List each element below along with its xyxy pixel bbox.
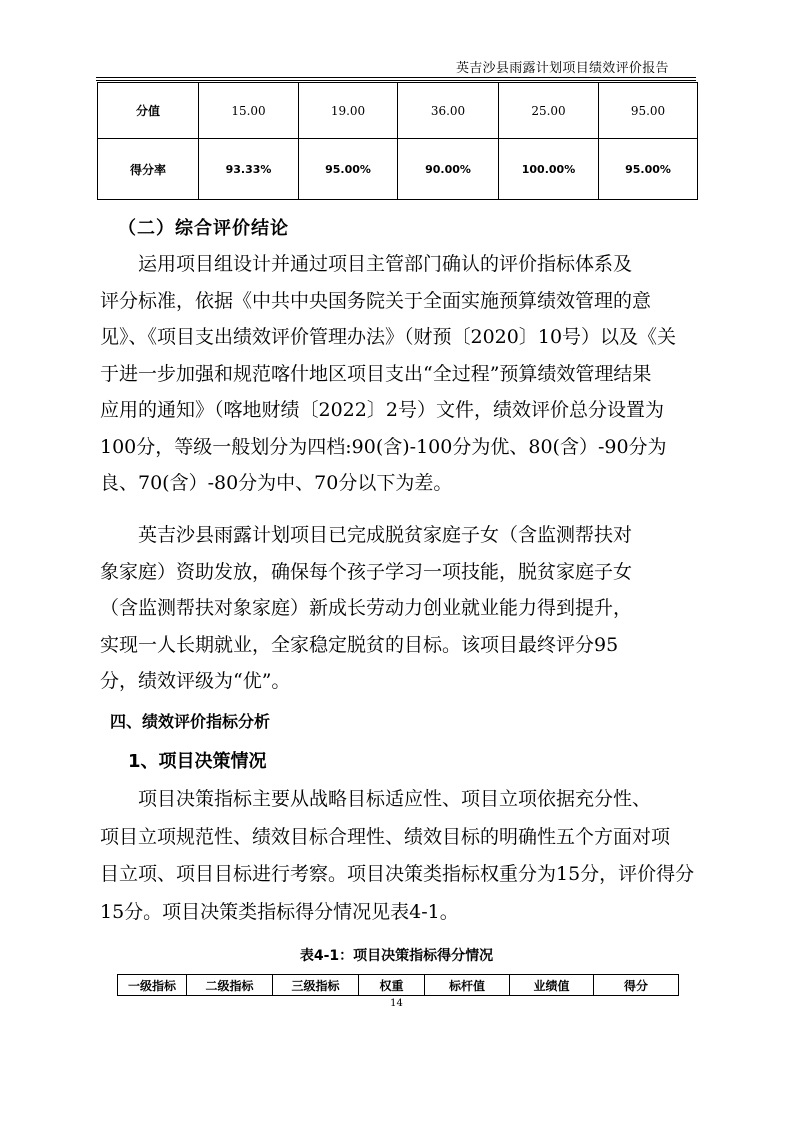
section-heading: （二）综合评价结论 <box>118 218 289 239</box>
text-line: 运用项目组设计并通过项目主管部门确认的评价指标体系及 <box>100 253 633 275</box>
header-rule <box>96 80 696 81</box>
column-header: 二级指标 <box>187 975 273 996</box>
text-line: 实现一人长期就业，全家稳定脱贫的目标。该项目最终评分95 <box>100 633 619 656</box>
text-line: 象家庭）资助发放，确保每个孩子学习一项技能，脱贫家庭子女 <box>100 560 633 583</box>
table-cell: 36.00 <box>398 83 499 139</box>
column-header: 一级指标 <box>118 975 187 996</box>
column-header: 业绩值 <box>510 975 594 996</box>
paragraph-evaluation-basis <box>100 246 700 502</box>
column-header: 三级指标 <box>273 975 359 996</box>
table-row <box>98 83 698 139</box>
text-line: 见》、《项目支出绩效评价管理办法》（财预〔2020〕10号）以及《关 <box>100 326 677 348</box>
section-heading: 四、绩效评价指标分析 <box>110 712 271 731</box>
text-line: 目立项、项目目标进行考察。项目决策类指标权重分为15分，评价得分 <box>100 863 695 885</box>
row-label: 得分率 <box>98 139 199 200</box>
text-line: 英吉沙县雨露计划项目已完成脱贫家庭子女（含监测帮扶对 <box>100 524 633 546</box>
text-line: 项目立项规范性、绩效目标合理性、绩效目标的明确性五个方面对项 <box>100 825 671 848</box>
table-cell: 25.00 <box>499 83 599 139</box>
table-cell: 95.00% <box>299 139 398 200</box>
subsection-heading: 1、项目决策情况 <box>128 751 267 772</box>
score-summary-table <box>97 82 698 200</box>
text-line: 项目决策指标主要从战略目标适应性、项目立项依据充分性、 <box>100 788 652 810</box>
table-header-row <box>118 975 679 996</box>
text-line: 评分标准，依据《中共中央国务院关于全面实施预算绩效管理的意 <box>100 289 652 312</box>
column-header: 得分 <box>594 975 679 996</box>
column-header: 标杆值 <box>425 975 510 996</box>
table-cell: 95.00% <box>599 139 698 200</box>
text-line: （含监测帮扶对象家庭）新成长劳动力创业就业能力得到提升， <box>100 597 633 619</box>
decision-indicator-table <box>117 974 679 996</box>
page-number: 14 <box>390 998 403 1009</box>
text-line: 15分。项目决策类指标得分情况见表4-1。 <box>100 900 459 923</box>
paragraph-decision <box>100 781 700 931</box>
column-header: 权重 <box>359 975 425 996</box>
table-cell: 93.33% <box>199 139 299 200</box>
table-cell: 90.00% <box>398 139 499 200</box>
table-caption: 表4-1：项目决策指标得分情况 <box>299 948 494 964</box>
table-cell: 100.00% <box>499 139 599 200</box>
text-line: 于进一步加强和规范喀什地区项目支出“全过程”预算绩效管理结果 <box>100 362 652 385</box>
table-row <box>98 139 698 200</box>
running-header: 英吉沙县雨露计划项目绩效评价报告 <box>456 61 669 76</box>
row-label: 分值 <box>98 83 199 139</box>
text-line: 良、70(含）-80分为中、70分以下为差。 <box>100 472 453 494</box>
header-rule <box>96 77 696 78</box>
table-cell: 15.00 <box>199 83 299 139</box>
table-cell: 19.00 <box>299 83 398 139</box>
text-line: 分，绩效评级为“优”。 <box>100 670 291 692</box>
text-line: 100分，等级一般划分为四档:90(含)-100分为优、80(含）-90分为 <box>100 435 667 458</box>
paragraph-conclusion <box>100 517 700 700</box>
text-line: 应用的通知》（喀地财绩〔2022〕2号）文件，绩效评价总分设置为 <box>100 399 664 421</box>
table-cell: 95.00 <box>599 83 698 139</box>
